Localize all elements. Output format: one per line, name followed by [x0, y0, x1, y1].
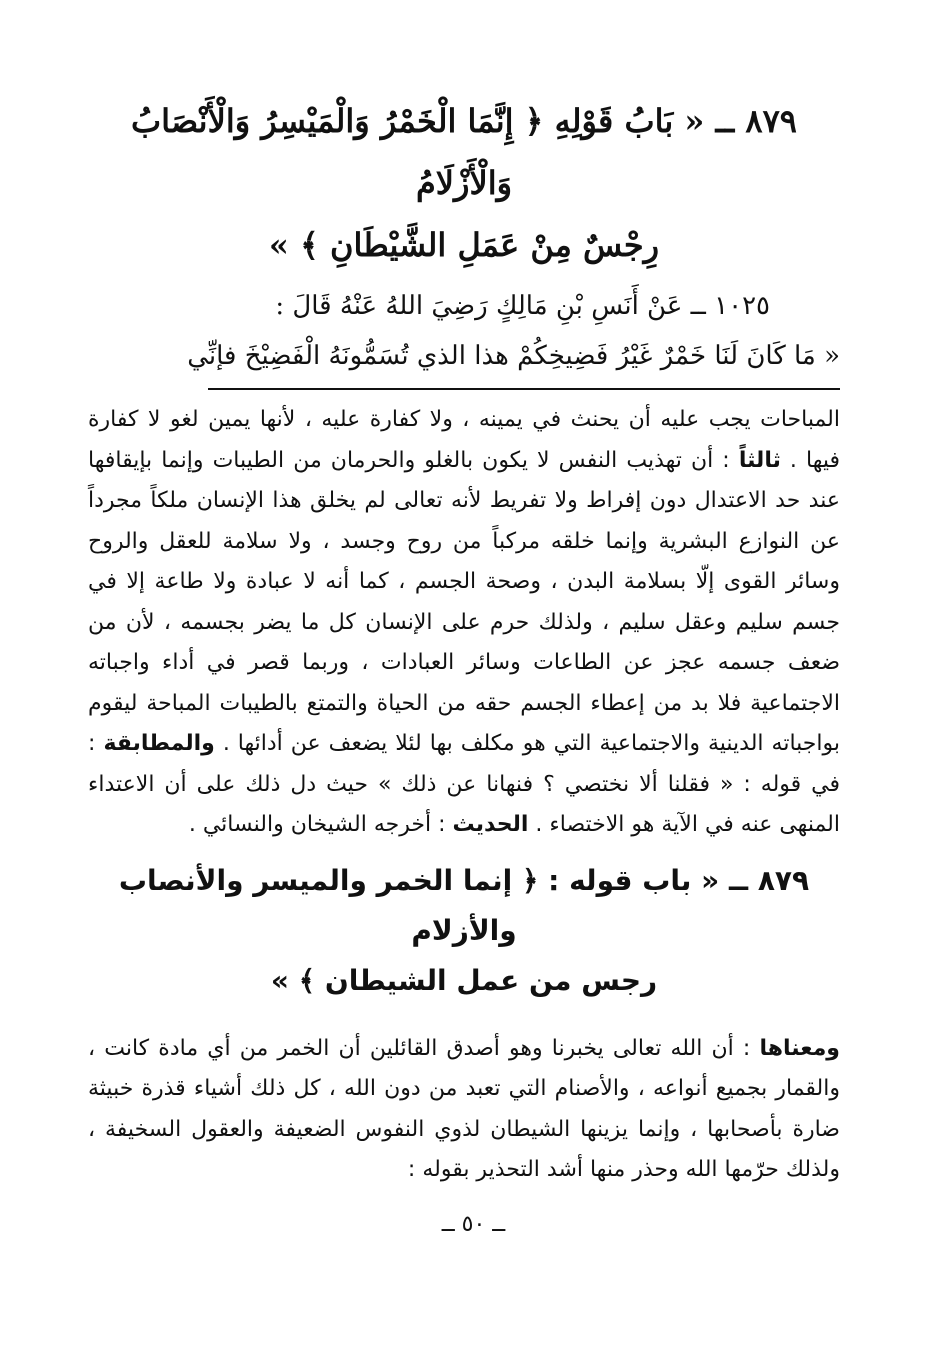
- hadith-text: « مَا كَانَ لَنَا خَمْرٌ غَيْرُ فَضِيخِكُمْ هذا الذي تُسَمُّونَهُ الْفَضِيْخَ فإنِّي: [187, 341, 840, 371]
- meaning-text: : أن الله تعالى يخبرنا وهو أصدق القائلين أن الخمر من أي مادة كانت ، والقمار بجميع أنواعه ، والأصنام التي تعبد من دون الله ، كل ذلك أشياء قذرة خبيثة ضارة بأصحابها ، وإنما يزينها الشيطان لذوي النفوس الضعيفة والعقول السخيفة ، ولذلك حرّمها الله وحذر منها أشد التحذير بقوله :: [88, 1035, 840, 1183]
- section-heading-line-1: ٨٧٩ ــ « باب قوله : ﴿ إنما الخمر والميسر والأنصاب والأزلام: [118, 863, 810, 947]
- page-number: ــ ٥٠ ــ: [441, 1212, 506, 1237]
- commentary-part-1: المباحات يجب عليه أن يحنث في يمينه ، ولا كفارة عليه ، لأنها يمين لغو لا كفارة فيها .: [88, 407, 840, 473]
- commentary-paragraph: [88, 400, 840, 846]
- label-meaning: ومعناها: [759, 1035, 840, 1061]
- chapter-heading: [88, 90, 840, 276]
- hadith-intro: ١٠٢٥ ــ عَنْ أَنَسِ بْنِ مَالِكٍ رَضِيَ اللهُ عَنْهُ قَالَ :: [275, 291, 770, 321]
- label-third: ثالثاً: [738, 447, 781, 473]
- section-heading-line-2: رجس من عمل الشيطان ﴾ »: [270, 963, 658, 997]
- commentary-part-3: : في قوله : « فقلنا ألا نختصي ؟ فنهانا عن ذلك » حيث دل ذلك على أن الاعتداء المنهى عنه في الآية هو الاختصاء .: [88, 731, 840, 837]
- section-heading: [88, 856, 840, 1006]
- meaning-paragraph: [88, 1029, 840, 1191]
- chapter-heading-line-1: ٨٧٩ ــ « بَابُ قَوْلِهِ ﴿ إِنَّمَا الْخَمْرُ وَالْمَيْسِرُ وَالْأَنْصَابُ وَالْأَزْلَامُ: [131, 102, 797, 202]
- page-content: [88, 90, 840, 1191]
- commentary-part-4: : أخرجه الشيخان والنسائي .: [188, 812, 446, 837]
- commentary-part-2: : أن تهذيب النفس لا يكون بالغلو والحرمان من الطيبات وإنما بإيقافها عند حد الاعتدال دون إفراط ولا تفريط لأنه تعالى لم يخلق هذا الإنسان ملكاً مجرداً عن النوازع البشرية وإنما خلقه مركباً من روح وجسد ، ولا سلامة للعقل والروح وسائر القوى إلّا بسلامة البدن ، وصحة الجسم ، كما أنه لا عبادة ولا طاعة إلا في جسم سليم وعقل سليم ، ولذلك حرم على الإنسان كل ما يضر بجسمه ، لأن من ضعف جسمه عجز عن الطاعات وسائر العبادات ، وربما قصر في أداء واجباته الاجتماعية فلا بد من إعطاء الجسم حقه من الحياة والتمتع بالطيبات المباحة ليقوم بواجباته الدينية والاجتماعية التي هو مكلف بها لئلا يضعف عن أدائها .: [88, 447, 841, 756]
- footnote-divider: [208, 388, 840, 390]
- label-hadith: الحديث: [452, 812, 529, 837]
- chapter-heading-line-2: رِجْسٌ مِنْ عَمَلِ الشَّيْطَانِ ﴾ »: [268, 226, 660, 264]
- label-match: والمطابقة: [103, 731, 215, 756]
